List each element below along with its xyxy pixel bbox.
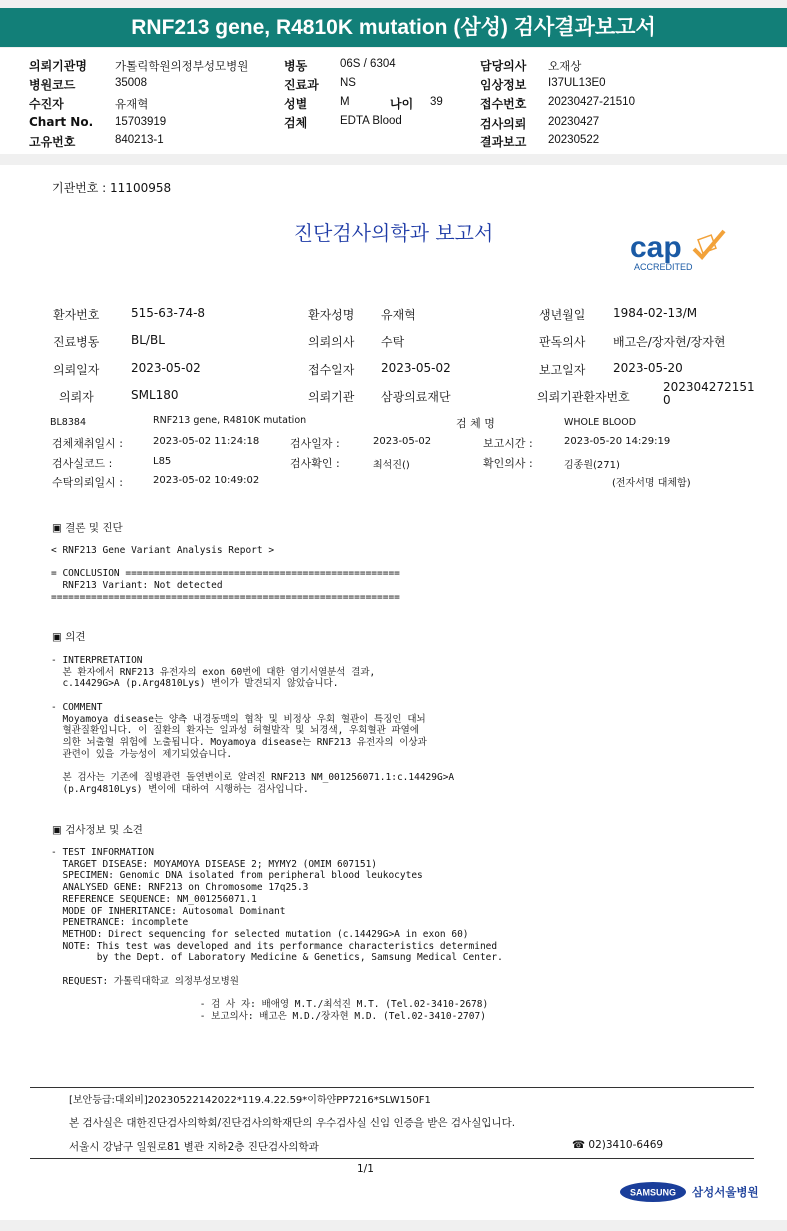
info-value: 수탁 [381,335,405,349]
info-label: 의뢰기관 [308,390,355,404]
age-label: 나이 [390,97,414,111]
lab-label: 검사실코드 : [52,457,113,470]
section-heading: ▣ 결론 및 진단 [52,522,123,534]
header-value: 35008 [115,77,147,89]
info-label: 의뢰일자 [53,363,100,377]
specimen-label: 검 체 명 [456,417,495,430]
cert-line: 본 검사실은 대한진단검사의학회/진단검사의학재단의 우수검사실 신임 인증을 받은 검사실입니다. [69,1117,516,1129]
cap-logo [628,227,738,273]
info-value: 515-63-74-8 [131,306,206,320]
info-value: 삼광의료재단 [381,390,451,404]
header-value: EDTA Blood [340,115,402,127]
samsung-logo [620,1182,686,1202]
info-label: 환자성명 [308,308,355,322]
request-value: 2023-05-02 10:49:02 [153,475,260,486]
test-code: BL8384 [50,417,86,428]
header-value: 20230427-21510 [548,96,635,108]
footer-divider [30,1087,754,1088]
collect-value: 2023-05-02 11:24:18 [153,436,260,447]
header-label: 임상정보 [480,78,527,92]
header-label: 검체 [284,116,308,130]
header-value: 20230522 [548,134,600,146]
header-value: 20230427 [548,116,600,128]
doctor-value: 김종원(271) [564,460,620,471]
phone-line: ☎ 02)3410-6469 [572,1139,664,1151]
header-label: 병동 [284,59,308,73]
header-label: 결과보고 [480,135,527,149]
header-label: 성별 [284,97,308,111]
header-value: 06S / 6304 [340,58,396,70]
confirm-label: 검사확인 : [290,457,340,470]
header-value: NS [340,77,356,89]
page-number: 1/1 [357,1163,374,1175]
header-label: Chart No. [29,115,94,129]
footer-divider [30,1158,754,1159]
info-value: 유재혁 [381,308,416,322]
info-label: 의뢰의사 [308,335,355,349]
request-label: 수탁의뢰일시 : [52,476,123,489]
info-label: 판독의사 [539,335,586,349]
org-number: 기관번호 : 11100958 [52,181,172,195]
collect-label: 검체채취일시 : [52,437,123,450]
info-label: 의뢰자 [59,390,94,404]
conclusion-text: < RNF213 Gene Variant Analysis Report > = CONCLUSION ================================================ RNF213 Variant: Not detected ============================================================= [51,545,400,603]
info-value: 배고은/장자현/장자현 [613,335,726,349]
header-value: 840213-1 [115,134,164,146]
age-value: 39 [430,96,443,108]
report-title: RNF213 gene, R4810K mutation (삼성) 검사결과보고서 [0,8,787,47]
header-value: 15703919 [115,116,167,128]
cap-accredited-icon [628,227,738,273]
test-info-text: - TEST INFORMATION TARGET DISEASE: MOYAMOYA DISEASE 2; MYMY2 (OMIM 607151) SPECIMEN: Genomic DNA isolated from peripheral blood leukocytes ANALYSED GENE: RNF213 on Chromosome 17q25.3 REFERENCE SEQUENCE: NM_001256071.1 MODE OF INHERITANCE: Autosomal Dominant PENETRANCE: incomplete METHOD: Direct sequencing for selected mutation (c.14429G>A in exon 60) NOTE: This test was developed and its performance characteristics determined by the Dept. of Laboratory Medicine & Genetics, Samsung Medical Center. REQUEST: 가톨릭대학교 의정부성모병원 - 검 사 자: 배애영 M.T./최석진 M.T. (Tel.02-3410-2678) - 보고의사: 배고은 M.D./장자현 M.D. (Tel.02-3410-2707) [51,847,503,1022]
info-label: 접수일자 [308,363,355,377]
doctor-label: 확인의사 : [483,457,533,470]
cap-accredited-text: ACCREDITED [634,262,693,272]
header-value: 가톨릭학원의정부성모병원 [115,61,249,73]
info-value: SML180 [131,388,179,402]
header-label: 진료과 [284,78,319,92]
info-label: 보고일자 [539,363,586,377]
info-label: 의뢰기관환자번호 [537,390,630,404]
hospital-name: 삼성서울병원 [692,1185,759,1199]
specimen-value: WHOLE BLOOD [564,417,637,428]
samsung-logo-icon [620,1182,686,1202]
patient-header [0,48,787,154]
opinion-text: - INTERPRETATION 본 환자에서 RNF213 유전자의 exon 60번에 대한 염기서열분석 결과, c.14429G>A (p.Arg4810Lys) 변이가 발견되지 않았습니다. - COMMENT Moyamoya disease는 양측 내경동맥의 협착 및 비정상 우회 혈관이 특징인 대뇌 혈관질환입니다. 이 질환의 환자는 일과성 허혈발작 및 뇌경색, 우회혈관 파열에 의한 뇌출혈 위험에 노출됩니다. Moyamoya disease는 RNF213 유전자의 이상과 관련이 있을 가능성이 제기되었습니다. 본 검사는 기존에 질병관련 돌연변이로 알려진 RNF213 NM_001256071.1:c.14429G>A (p.Arg4810Lys) 변이에 대하여 시행하는 검사입니다. [51,655,455,795]
info-label: 생년월일 [539,308,586,322]
info-value: 202304272151 0 [663,380,755,407]
section-heading: ▣ 의견 [52,631,86,643]
report-page [0,165,787,1220]
report-time-label: 보고시간 : [483,437,533,450]
security-line: [보안등급:대외비]20230522142022*119.4.22.59*이하얀PP7216*SLW150F1 [69,1095,431,1106]
cap-logo-text: cap [630,231,682,264]
lab-value: L85 [153,456,172,467]
address-line: 서울시 강남구 일원로81 별관 지하2층 진단검사의학과 [69,1141,319,1153]
header-label: 의뢰기관명 [29,59,87,73]
samsung-logo-text: SAMSUNG [629,1187,677,1198]
info-value: 2023-05-02 [131,361,201,375]
header-label: 담당의사 [480,59,527,73]
test-date-value: 2023-05-02 [373,436,432,447]
test-name: RNF213 gene, R4810K mutation [153,415,307,426]
header-value: 유재혁 [115,99,149,111]
info-label: 환자번호 [53,308,100,322]
info-label: 진료병동 [53,335,100,349]
header-label: 병원코드 [29,78,76,92]
header-label: 수진자 [29,97,64,111]
report-time-value: 2023-05-20 14:29:19 [564,436,671,447]
header-label: 접수번호 [480,97,527,111]
header-label: 검사의뢰 [480,117,527,131]
test-date-label: 검사일자 : [290,437,340,450]
esign-note: (전자서명 대체함) [612,478,691,489]
section-heading: ▣ 검사정보 및 소견 [52,824,143,836]
info-value: BL/BL [131,333,165,347]
header-value: 오재상 [548,61,582,73]
header-value: M [340,96,350,108]
header-value: I37UL13E0 [548,77,606,89]
header-label: 고유번호 [29,135,76,149]
info-value: 1984-02-13/M [613,306,698,320]
info-value: 2023-05-02 [381,361,451,375]
confirm-value: 최석진() [373,460,410,471]
doc-title: 진단검사의학과 보고서 [293,221,494,245]
info-value: 2023-05-20 [613,361,683,375]
